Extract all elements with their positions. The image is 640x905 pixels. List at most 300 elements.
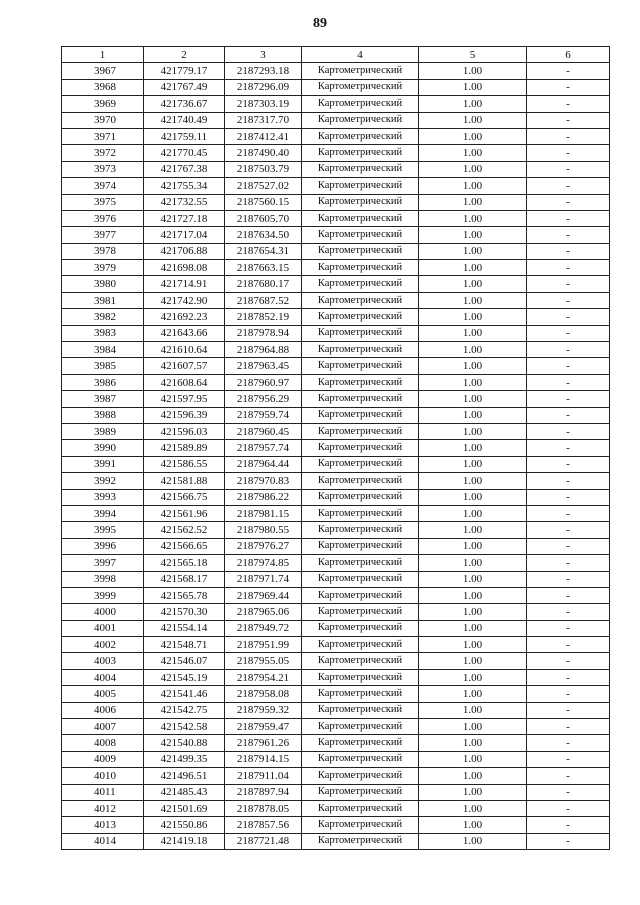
- method-cell: Картометрический: [302, 161, 419, 177]
- table-row: [62, 751, 610, 767]
- accuracy-cell: 1.00: [419, 194, 527, 210]
- method-cell: Картометрический: [302, 833, 419, 849]
- accuracy-cell: 1.00: [419, 325, 527, 341]
- method-cell: Картометрический: [302, 505, 419, 521]
- point-number-cell: 3972: [62, 145, 144, 161]
- table-row: [62, 325, 610, 341]
- table-row: [62, 194, 610, 210]
- accuracy-cell: 1.00: [419, 620, 527, 636]
- method-cell: Картометрический: [302, 79, 419, 95]
- point-number-cell: 3995: [62, 522, 144, 538]
- point-number-cell: 3996: [62, 538, 144, 554]
- accuracy-cell: 1.00: [419, 112, 527, 128]
- accuracy-cell: 1.00: [419, 309, 527, 325]
- point-number-cell: 3979: [62, 260, 144, 276]
- accuracy-cell: 1.00: [419, 817, 527, 833]
- x-coordinate-cell: 421740.49: [144, 112, 225, 128]
- page-number: 89: [313, 16, 327, 31]
- accuracy-cell: 1.00: [419, 96, 527, 112]
- table-row: [62, 473, 610, 489]
- method-cell: Картометрический: [302, 735, 419, 751]
- x-coordinate-cell: 421570.30: [144, 604, 225, 620]
- method-cell: Картометрический: [302, 423, 419, 439]
- method-cell: Картометрический: [302, 325, 419, 341]
- accuracy-cell: 1.00: [419, 719, 527, 735]
- note-cell: -: [527, 292, 610, 308]
- point-number-cell: 3980: [62, 276, 144, 292]
- accuracy-cell: 1.00: [419, 128, 527, 144]
- point-number-cell: 4005: [62, 686, 144, 702]
- y-coordinate-cell: 2187303.19: [225, 96, 302, 112]
- accuracy-cell: 1.00: [419, 555, 527, 571]
- y-coordinate-cell: 2187605.70: [225, 210, 302, 226]
- note-cell: -: [527, 653, 610, 669]
- method-cell: Картометрический: [302, 653, 419, 669]
- y-coordinate-cell: 2187980.55: [225, 522, 302, 538]
- header-row: [62, 47, 610, 63]
- x-coordinate-cell: 421767.38: [144, 161, 225, 177]
- accuracy-cell: 1.00: [419, 407, 527, 423]
- note-cell: -: [527, 637, 610, 653]
- x-coordinate-cell: 421589.89: [144, 440, 225, 456]
- table-row: [62, 260, 610, 276]
- accuracy-cell: 1.00: [419, 768, 527, 784]
- table-row: [62, 833, 610, 849]
- method-cell: Картометрический: [302, 637, 419, 653]
- x-coordinate-cell: 421561.96: [144, 505, 225, 521]
- x-coordinate-cell: 421698.08: [144, 260, 225, 276]
- point-number-cell: 3976: [62, 210, 144, 226]
- method-cell: Картометрический: [302, 407, 419, 423]
- point-number-cell: 3970: [62, 112, 144, 128]
- method-cell: Картометрический: [302, 587, 419, 603]
- y-coordinate-cell: 2187949.72: [225, 620, 302, 636]
- note-cell: -: [527, 555, 610, 571]
- x-coordinate-cell: 421643.66: [144, 325, 225, 341]
- table-row: [62, 587, 610, 603]
- y-coordinate-cell: 2187634.50: [225, 227, 302, 243]
- point-number-cell: 3984: [62, 342, 144, 358]
- table-row: [62, 669, 610, 685]
- table-row: [62, 292, 610, 308]
- x-coordinate-cell: 421608.64: [144, 374, 225, 390]
- table-row: [62, 653, 610, 669]
- x-coordinate-cell: 421541.46: [144, 686, 225, 702]
- point-number-cell: 3967: [62, 63, 144, 79]
- note-cell: -: [527, 79, 610, 95]
- method-cell: Картометрический: [302, 456, 419, 472]
- accuracy-cell: 1.00: [419, 243, 527, 259]
- y-coordinate-cell: 2187317.70: [225, 112, 302, 128]
- accuracy-cell: 1.00: [419, 292, 527, 308]
- point-number-cell: 3982: [62, 309, 144, 325]
- x-coordinate-cell: 421692.23: [144, 309, 225, 325]
- table-row: [62, 96, 610, 112]
- table-row: [62, 391, 610, 407]
- note-cell: -: [527, 358, 610, 374]
- note-cell: -: [527, 63, 610, 79]
- accuracy-cell: 1.00: [419, 604, 527, 620]
- note-cell: -: [527, 194, 610, 210]
- accuracy-cell: 1.00: [419, 210, 527, 226]
- method-cell: Картометрический: [302, 194, 419, 210]
- accuracy-cell: 1.00: [419, 276, 527, 292]
- note-cell: -: [527, 243, 610, 259]
- note-cell: -: [527, 456, 610, 472]
- note-cell: -: [527, 505, 610, 521]
- note-cell: -: [527, 161, 610, 177]
- table-row: [62, 800, 610, 816]
- note-cell: -: [527, 325, 610, 341]
- note-cell: -: [527, 702, 610, 718]
- method-cell: Картометрический: [302, 63, 419, 79]
- x-coordinate-cell: 421501.69: [144, 800, 225, 816]
- point-number-cell: 4003: [62, 653, 144, 669]
- method-cell: Картометрический: [302, 817, 419, 833]
- x-coordinate-cell: 421566.75: [144, 489, 225, 505]
- method-cell: Картометрический: [302, 358, 419, 374]
- table-row: [62, 637, 610, 653]
- note-cell: -: [527, 833, 610, 849]
- accuracy-cell: 1.00: [419, 342, 527, 358]
- accuracy-cell: 1.00: [419, 161, 527, 177]
- x-coordinate-cell: 421565.18: [144, 555, 225, 571]
- note-cell: -: [527, 751, 610, 767]
- point-number-cell: 3999: [62, 587, 144, 603]
- point-number-cell: 3977: [62, 227, 144, 243]
- x-coordinate-cell: 421759.11: [144, 128, 225, 144]
- y-coordinate-cell: 2187412.41: [225, 128, 302, 144]
- y-coordinate-cell: 2187721.48: [225, 833, 302, 849]
- table-row: [62, 784, 610, 800]
- note-cell: -: [527, 342, 610, 358]
- y-coordinate-cell: 2187654.31: [225, 243, 302, 259]
- y-coordinate-cell: 2187955.05: [225, 653, 302, 669]
- point-number-cell: 3974: [62, 178, 144, 194]
- x-coordinate-cell: 421610.64: [144, 342, 225, 358]
- y-coordinate-cell: 2187964.44: [225, 456, 302, 472]
- x-coordinate-cell: 421742.90: [144, 292, 225, 308]
- note-cell: -: [527, 817, 610, 833]
- method-cell: Картометрический: [302, 178, 419, 194]
- y-coordinate-cell: 2187961.26: [225, 735, 302, 751]
- y-coordinate-cell: 2187971.74: [225, 571, 302, 587]
- point-number-cell: 4004: [62, 669, 144, 685]
- y-coordinate-cell: 2187680.17: [225, 276, 302, 292]
- y-coordinate-cell: 2187527.02: [225, 178, 302, 194]
- table-body: [62, 63, 610, 850]
- table-row: [62, 817, 610, 833]
- point-number-cell: 4011: [62, 784, 144, 800]
- table-row: [62, 768, 610, 784]
- x-coordinate-cell: 421546.07: [144, 653, 225, 669]
- accuracy-cell: 1.00: [419, 489, 527, 505]
- table-row: [62, 620, 610, 636]
- x-coordinate-cell: 421706.88: [144, 243, 225, 259]
- y-coordinate-cell: 2187974.85: [225, 555, 302, 571]
- y-coordinate-cell: 2187960.97: [225, 374, 302, 390]
- accuracy-cell: 1.00: [419, 473, 527, 489]
- accuracy-cell: 1.00: [419, 751, 527, 767]
- point-number-cell: 3991: [62, 456, 144, 472]
- method-cell: Картометрический: [302, 555, 419, 571]
- x-coordinate-cell: 421566.65: [144, 538, 225, 554]
- accuracy-cell: 1.00: [419, 784, 527, 800]
- accuracy-cell: 1.00: [419, 63, 527, 79]
- coordinates-table: [61, 46, 610, 850]
- y-coordinate-cell: 2187914.15: [225, 751, 302, 767]
- x-coordinate-cell: 421419.18: [144, 833, 225, 849]
- point-number-cell: 3969: [62, 96, 144, 112]
- y-coordinate-cell: 2187986.22: [225, 489, 302, 505]
- method-cell: Картометрический: [302, 702, 419, 718]
- table-row: [62, 79, 610, 95]
- table-row: [62, 210, 610, 226]
- accuracy-cell: 1.00: [419, 456, 527, 472]
- accuracy-cell: 1.00: [419, 440, 527, 456]
- y-coordinate-cell: 2187857.56: [225, 817, 302, 833]
- note-cell: -: [527, 260, 610, 276]
- x-coordinate-cell: 421607.57: [144, 358, 225, 374]
- y-coordinate-cell: 2187956.29: [225, 391, 302, 407]
- point-number-cell: 3985: [62, 358, 144, 374]
- table-row: [62, 227, 610, 243]
- point-number-cell: 3990: [62, 440, 144, 456]
- accuracy-cell: 1.00: [419, 178, 527, 194]
- x-coordinate-cell: 421779.17: [144, 63, 225, 79]
- accuracy-cell: 1.00: [419, 571, 527, 587]
- x-coordinate-cell: 421596.39: [144, 407, 225, 423]
- x-coordinate-cell: 421565.78: [144, 587, 225, 603]
- x-coordinate-cell: 421545.19: [144, 669, 225, 685]
- note-cell: -: [527, 128, 610, 144]
- note-cell: -: [527, 423, 610, 439]
- method-cell: Картометрический: [302, 309, 419, 325]
- y-coordinate-cell: 2187293.18: [225, 63, 302, 79]
- note-cell: -: [527, 538, 610, 554]
- method-cell: Картометрический: [302, 440, 419, 456]
- table-row: [62, 374, 610, 390]
- point-number-cell: 3993: [62, 489, 144, 505]
- method-cell: Картометрический: [302, 571, 419, 587]
- table-row: [62, 456, 610, 472]
- note-cell: -: [527, 407, 610, 423]
- method-cell: Картометрический: [302, 604, 419, 620]
- note-cell: -: [527, 473, 610, 489]
- accuracy-cell: 1.00: [419, 800, 527, 816]
- method-cell: Картометрический: [302, 784, 419, 800]
- accuracy-cell: 1.00: [419, 145, 527, 161]
- x-coordinate-cell: 421727.18: [144, 210, 225, 226]
- note-cell: -: [527, 686, 610, 702]
- point-number-cell: 3981: [62, 292, 144, 308]
- y-coordinate-cell: 2187958.08: [225, 686, 302, 702]
- method-cell: Картометрический: [302, 227, 419, 243]
- method-cell: Картометрический: [302, 374, 419, 390]
- method-cell: Картометрический: [302, 260, 419, 276]
- point-number-cell: 4014: [62, 833, 144, 849]
- table-row: [62, 342, 610, 358]
- note-cell: -: [527, 604, 610, 620]
- x-coordinate-cell: 421554.14: [144, 620, 225, 636]
- method-cell: Картометрический: [302, 768, 419, 784]
- y-coordinate-cell: 2187852.19: [225, 309, 302, 325]
- y-coordinate-cell: 2187959.47: [225, 719, 302, 735]
- note-cell: -: [527, 669, 610, 685]
- method-cell: Картометрический: [302, 96, 419, 112]
- point-number-cell: 3971: [62, 128, 144, 144]
- table-row: [62, 243, 610, 259]
- note-cell: -: [527, 440, 610, 456]
- note-cell: -: [527, 620, 610, 636]
- note-cell: -: [527, 587, 610, 603]
- y-coordinate-cell: 2187954.21: [225, 669, 302, 685]
- table-row: [62, 276, 610, 292]
- y-coordinate-cell: 2187663.15: [225, 260, 302, 276]
- y-coordinate-cell: 2187959.32: [225, 702, 302, 718]
- point-number-cell: 4009: [62, 751, 144, 767]
- note-cell: -: [527, 768, 610, 784]
- y-coordinate-cell: 2187976.27: [225, 538, 302, 554]
- table-row: [62, 358, 610, 374]
- y-coordinate-cell: 2187969.44: [225, 587, 302, 603]
- point-number-cell: 3998: [62, 571, 144, 587]
- note-cell: -: [527, 784, 610, 800]
- table-row: [62, 686, 610, 702]
- table-row: [62, 178, 610, 194]
- x-coordinate-cell: 421542.75: [144, 702, 225, 718]
- column-header-6: 6: [527, 47, 610, 63]
- method-cell: Картометрический: [302, 751, 419, 767]
- note-cell: -: [527, 735, 610, 751]
- point-number-cell: 4001: [62, 620, 144, 636]
- y-coordinate-cell: 2187296.09: [225, 79, 302, 95]
- x-coordinate-cell: 421540.88: [144, 735, 225, 751]
- x-coordinate-cell: 421596.03: [144, 423, 225, 439]
- point-number-cell: 3988: [62, 407, 144, 423]
- note-cell: -: [527, 276, 610, 292]
- table-row: [62, 735, 610, 751]
- note-cell: -: [527, 489, 610, 505]
- x-coordinate-cell: 421548.71: [144, 637, 225, 653]
- x-coordinate-cell: 421581.88: [144, 473, 225, 489]
- y-coordinate-cell: 2187878.05: [225, 800, 302, 816]
- y-coordinate-cell: 2187970.83: [225, 473, 302, 489]
- column-header-3: 3: [225, 47, 302, 63]
- point-number-cell: 3989: [62, 423, 144, 439]
- method-cell: Картометрический: [302, 112, 419, 128]
- table-row: [62, 489, 610, 505]
- x-coordinate-cell: 421586.55: [144, 456, 225, 472]
- accuracy-cell: 1.00: [419, 735, 527, 751]
- table-row: [62, 423, 610, 439]
- table-row: [62, 161, 610, 177]
- note-cell: -: [527, 309, 610, 325]
- accuracy-cell: 1.00: [419, 637, 527, 653]
- accuracy-cell: 1.00: [419, 587, 527, 603]
- x-coordinate-cell: 421568.17: [144, 571, 225, 587]
- point-number-cell: 4010: [62, 768, 144, 784]
- method-cell: Картометрический: [302, 620, 419, 636]
- point-number-cell: 3994: [62, 505, 144, 521]
- accuracy-cell: 1.00: [419, 505, 527, 521]
- y-coordinate-cell: 2187490.40: [225, 145, 302, 161]
- point-number-cell: 4002: [62, 637, 144, 653]
- x-coordinate-cell: 421597.95: [144, 391, 225, 407]
- column-header-2: 2: [144, 47, 225, 63]
- x-coordinate-cell: 421767.49: [144, 79, 225, 95]
- table-header: [62, 47, 610, 63]
- table-row: [62, 440, 610, 456]
- y-coordinate-cell: 2187978.94: [225, 325, 302, 341]
- accuracy-cell: 1.00: [419, 423, 527, 439]
- note-cell: -: [527, 178, 610, 194]
- x-coordinate-cell: 421485.43: [144, 784, 225, 800]
- method-cell: Картометрический: [302, 292, 419, 308]
- x-coordinate-cell: 421542.58: [144, 719, 225, 735]
- note-cell: -: [527, 112, 610, 128]
- point-number-cell: 4000: [62, 604, 144, 620]
- note-cell: -: [527, 227, 610, 243]
- y-coordinate-cell: 2187897.94: [225, 784, 302, 800]
- accuracy-cell: 1.00: [419, 522, 527, 538]
- table-row: [62, 63, 610, 79]
- y-coordinate-cell: 2187503.79: [225, 161, 302, 177]
- column-header-5: 5: [419, 47, 527, 63]
- method-cell: Картометрический: [302, 128, 419, 144]
- accuracy-cell: 1.00: [419, 702, 527, 718]
- accuracy-cell: 1.00: [419, 79, 527, 95]
- y-coordinate-cell: 2187560.15: [225, 194, 302, 210]
- accuracy-cell: 1.00: [419, 374, 527, 390]
- table-row: [62, 604, 610, 620]
- method-cell: Картометрический: [302, 473, 419, 489]
- point-number-cell: 3968: [62, 79, 144, 95]
- x-coordinate-cell: 421732.55: [144, 194, 225, 210]
- table-row: [62, 522, 610, 538]
- point-number-cell: 4013: [62, 817, 144, 833]
- point-number-cell: 3987: [62, 391, 144, 407]
- x-coordinate-cell: 421717.04: [144, 227, 225, 243]
- table-row: [62, 719, 610, 735]
- column-header-4: 4: [302, 47, 419, 63]
- table-row: [62, 555, 610, 571]
- method-cell: Картометрический: [302, 538, 419, 554]
- y-coordinate-cell: 2187964.88: [225, 342, 302, 358]
- point-number-cell: 3973: [62, 161, 144, 177]
- point-number-cell: 3997: [62, 555, 144, 571]
- y-coordinate-cell: 2187965.06: [225, 604, 302, 620]
- note-cell: -: [527, 571, 610, 587]
- table-row: [62, 112, 610, 128]
- table-row: [62, 407, 610, 423]
- accuracy-cell: 1.00: [419, 686, 527, 702]
- method-cell: Картометрический: [302, 342, 419, 358]
- method-cell: Картометрический: [302, 669, 419, 685]
- x-coordinate-cell: 421770.45: [144, 145, 225, 161]
- y-coordinate-cell: 2187951.99: [225, 637, 302, 653]
- method-cell: Картометрический: [302, 800, 419, 816]
- accuracy-cell: 1.00: [419, 260, 527, 276]
- note-cell: -: [527, 800, 610, 816]
- accuracy-cell: 1.00: [419, 669, 527, 685]
- note-cell: -: [527, 719, 610, 735]
- point-number-cell: 4006: [62, 702, 144, 718]
- method-cell: Картометрический: [302, 276, 419, 292]
- x-coordinate-cell: 421550.86: [144, 817, 225, 833]
- point-number-cell: 3975: [62, 194, 144, 210]
- accuracy-cell: 1.00: [419, 538, 527, 554]
